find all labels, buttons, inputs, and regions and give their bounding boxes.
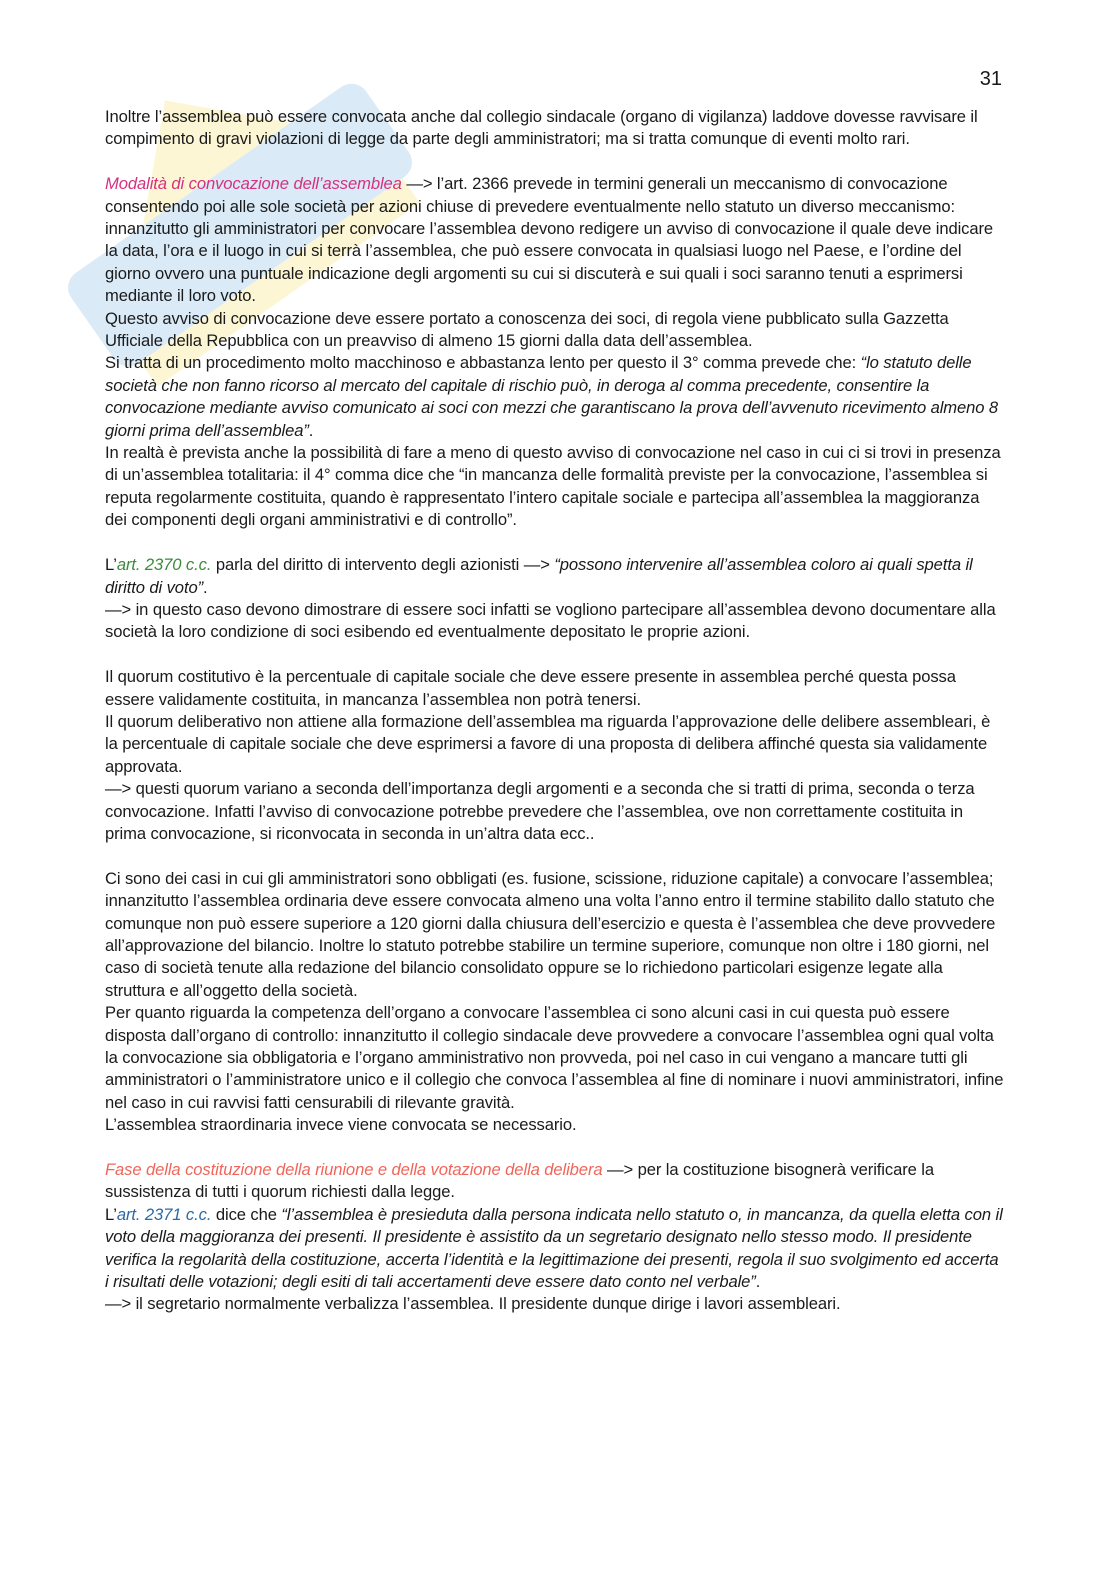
- quote-text: “l’assemblea è presieduta dalla persona indicata nello statuto o, in mancanza, da quella eletta con il voto della maggioranza dei presenti. Il presidente è assistito da un segretario designato nello stesso modo. Il presidente verifica la regolarità della costituzione, accerta l’identità e la legittimazione dei presenti, regola il suo svolgimento ed accerta i risultati delle votazioni; degli esiti di tali accertamenti deve essere dato conto nel verbale”: [105, 1204, 1003, 1292]
- text: parla del diritto di intervento degli azionisti —>: [211, 555, 555, 575]
- highlighted-heading: Fase della costituzione della riunione e della votazione della delibera: [105, 1160, 603, 1180]
- text: Inoltre l’assemblea può essere convocata anche dal collegio sindacale (organo di vigilanza) laddove dovesse ravvisare il compimento di gravi violazioni di legge da parte degli amministratori; ma si tratta comunque di eventi molto rari.: [105, 107, 978, 149]
- text: —> questi quorum variano a seconda dell’importanza degli argomenti e a seconda che si tratti di prima, seconda o terza convocazione. Infatti l’avviso di convocazione potrebbe prevedere che l’assemblea, ove non correttamente costituita in prima convocazione, si riconvocata in seconda in un’altra data ecc..: [105, 779, 975, 843]
- paragraph: [105, 1114, 1005, 1136]
- section: [105, 554, 1005, 644]
- paragraph: [105, 1159, 1005, 1204]
- highlighted-heading: art. 2370 c.c.: [116, 555, 212, 575]
- text: Si tratta di un procedimento molto macchinoso e abbastanza lento per questo il 3° comma prevede che:: [105, 353, 861, 373]
- text: dice che: [211, 1204, 282, 1224]
- text: Il quorum deliberativo non attiene alla formazione dell’assemblea ma riguarda l’approvazione delle delibere assembleari, è la percentuale di capitale sociale che deve esprimersi a favore di una proposta di delibera affinché questa sia validamente approvata.: [105, 711, 991, 776]
- paragraph: [105, 778, 1005, 845]
- text: L’: [105, 555, 117, 575]
- quote-text: “possono intervenire all’assemblea coloro ai quali spetta il diritto di voto”: [105, 555, 973, 597]
- section: [105, 666, 1005, 845]
- paragraph: [105, 554, 1005, 599]
- text: .: [755, 1272, 761, 1292]
- section: [105, 173, 1005, 532]
- text: Il quorum costitutivo è la percentuale di capitale sociale che deve essere presente in assemblea perché questa possa essere validamente costituita, in mancanza l’assemblea non potrà tenersi.: [105, 667, 956, 709]
- page-number: 31: [979, 68, 1002, 90]
- paragraph: [105, 868, 1005, 1002]
- paragraph: [105, 1204, 1005, 1294]
- text: In realtà è prevista anche la possibilità di fare a meno di questo avviso di convocazione nel caso in cui ci si trovi in presenza di un’assemblea totalitaria: il 4° comma dice che “in mancanza delle formalità previste per la convocazione, l’assemblea si reputa regolarmente costituita, quando è rappresentato l’intero capitale sociale e partecipa all’assemblea la maggioranza dei componenti degli organi amministrativi e di controllo”.: [105, 443, 1001, 530]
- paragraph: [105, 1293, 1005, 1315]
- paragraph: [105, 442, 1005, 532]
- text: L’assemblea straordinaria invece viene convocata se necessario.: [105, 1115, 577, 1135]
- text: —> per la costituzione bisognerà verificare la sussistenza di tutti i quorum richiesti dalla legge.: [105, 1160, 934, 1202]
- document-body: [105, 106, 1005, 1338]
- paragraph: [105, 173, 1005, 307]
- section: [105, 868, 1005, 1137]
- text: .: [308, 420, 314, 440]
- highlighted-heading: art. 2371 c.c.: [116, 1204, 212, 1224]
- section: [105, 106, 1005, 151]
- section: [105, 1159, 1005, 1316]
- quote-text: “lo statuto delle società che non fanno ricorso al mercato del capitale di rischio può, in deroga al comma precedente, consentire la convocazione mediante avviso comunicato ai soci con mezzi che garantiscano la prova dell’avvenuto ricevimento almeno 8 giorni prima dell’assemblea”: [105, 353, 999, 440]
- paragraph: [105, 1002, 1005, 1114]
- text: —> il segretario normalmente verbalizza l’assemblea. Il presidente dunque dirige i lavori assembleari.: [105, 1294, 841, 1314]
- text: L’: [105, 1204, 117, 1224]
- paragraph: [105, 666, 1005, 711]
- text: —> in questo caso devono dimostrare di essere soci infatti se vogliono partecipare all’assemblea devono documentare alla società la loro condizione di soci esibendo ed eventualmente depositato le proprie azioni.: [105, 599, 996, 642]
- paragraph: [105, 308, 1005, 353]
- text: .: [203, 577, 208, 597]
- highlighted-heading: Modalità di convocazione dell’assemblea: [105, 174, 402, 194]
- text: Per quanto riguarda la competenza dell’organo a convocare l’assemblea ci sono alcuni casi in cui questa può essere disposta dall’organo di controllo: innanzitutto il collegio sindacale deve provvedere a convocare l’assemblea ogni qual volta la convocazione sia obbligatoria e l’organo amministrativo non provveda, poi nel caso in cui vengano a mancare tutti gli amministratori o l’amministratore unico e il collegio che convoca l’assemblea al fine di nominare i nuovi amministratori, infine nel caso in cui ravvisi fatti censurabili di rilevante gravità.: [105, 1003, 1004, 1112]
- text: —> l’art. 2366 prevede in termini generali un meccanismo di convocazione consentendo poi alle sole società per azioni chiuse di prevedere eventualmente nello statuto un diverso meccanismo: innanzitutto gli amministratori per convocare l’assemblea devono redigere un avviso di convocazione il quale deve indicare la data, l’ora e il luogo in cui si terrà l’assemblea, che può essere convocata in qualsiasi luogo nel Paese, e l’ordine del giorno ovvero una puntuale indicazione degli argomenti su cui si discuterà e sui quali i soci saranno tenuti a esprimersi mediante il loro voto.: [105, 174, 994, 306]
- paragraph: [105, 711, 1005, 778]
- text: Ci sono dei casi in cui gli amministratori sono obbligati (es. fusione, scissione, riduzione capitale) a convocare l’assemblea; innanzitutto l’assemblea ordinaria deve essere convocata almeno una volta l’anno entro il termine stabilito dallo statuto che comunque non può essere superiore a 120 giorni dalla chiusura dell’esercizio e questa è l’assemblea che deve provvedere all’approvazione del bilancio. Inoltre lo statuto potrebbe stabilire un termine superiore, comunque non oltre i 180 giorni, nel caso di società tenute alla redazione del bilancio consolidato oppure se lo richiedono particolari esigenze legate alla struttura e all’oggetto della società.: [105, 868, 996, 1000]
- text: Questo avviso di convocazione deve essere portato a conoscenza dei soci, di regola viene pubblicato sulla Gazzetta Ufficiale della Repubblica con un preavviso di almeno 15 giorni dalla data dell’assemblea.: [105, 308, 949, 351]
- paragraph: [105, 106, 1005, 151]
- paragraph: [105, 352, 1005, 442]
- paragraph: [105, 599, 1005, 644]
